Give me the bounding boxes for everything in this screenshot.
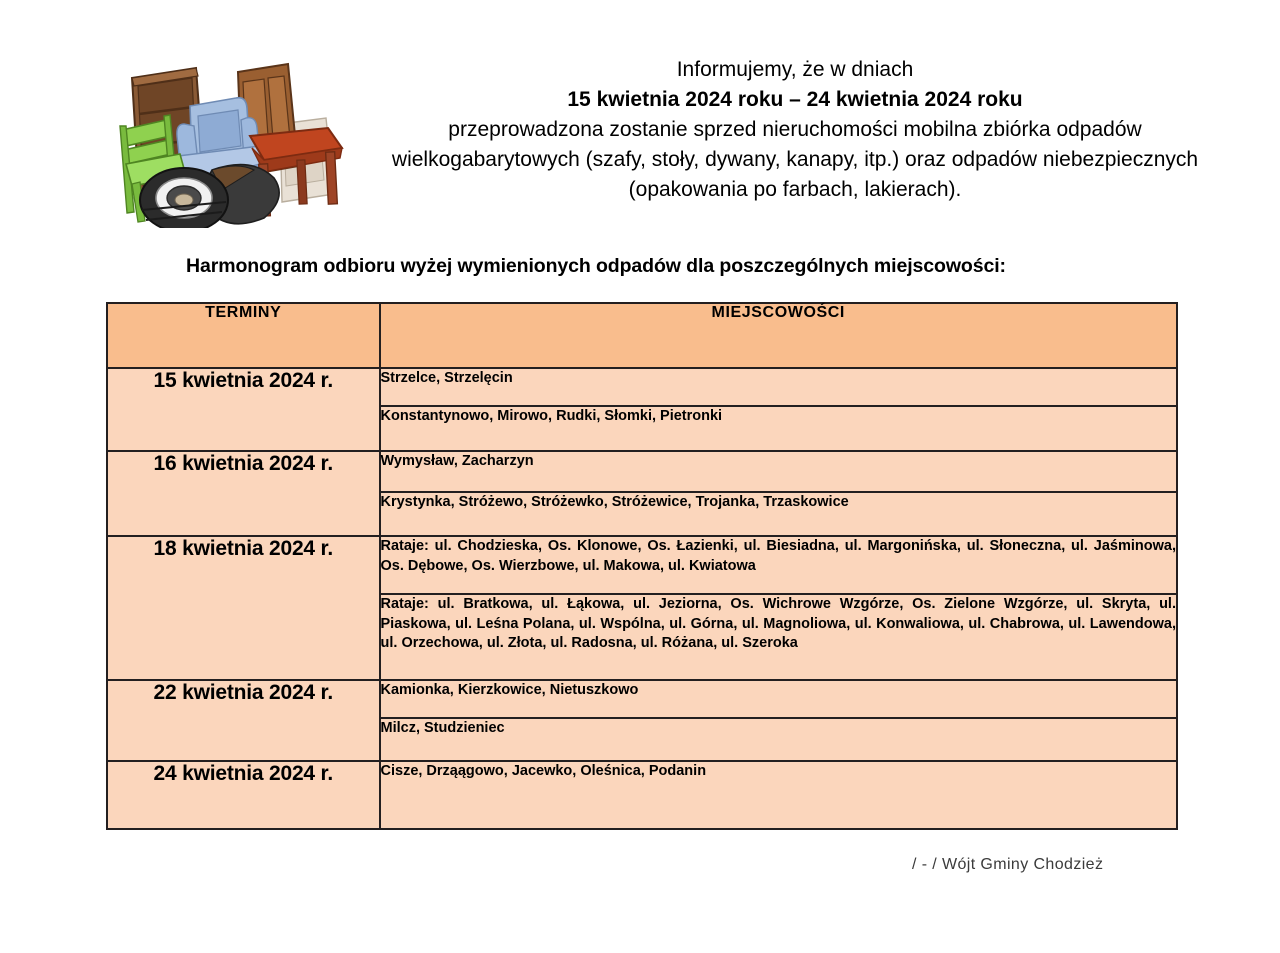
schedule-heading: Harmonogram odbioru wyżej wymienionych odpadów dla poszczególnych miejscowości: bbox=[186, 255, 1006, 277]
notice-line-2-dates: 15 kwietnia 2024 roku – 24 kwietnia 2024 roku bbox=[567, 88, 1023, 111]
locality-cell: Cisze, Drząągowo, Jacewko, Oleśnica, Podanin bbox=[380, 761, 1178, 829]
locality-cell: Kamionka, Kierzkowice, Nietuszkowo bbox=[380, 680, 1178, 718]
date-cell: 16 kwietnia 2024 r. bbox=[107, 451, 380, 536]
schedule-table bbox=[106, 302, 1178, 830]
bulky-waste-clipart bbox=[112, 52, 344, 228]
notice-line-5: (opakowania po farbach, lakierach). bbox=[628, 178, 962, 201]
notice-line-3: przeprowadzona zostanie sprzed nieruchomości mobilna zbiórka odpadów bbox=[448, 118, 1142, 141]
notice-line-4: wielkogabarytowych (szafy, stoły, dywany, kanapy, itp.) oraz odpadów niebezpiecznych bbox=[391, 148, 1199, 171]
column-header-miejscowosci: MIEJSCOWOŚCI bbox=[380, 303, 1178, 368]
table-row bbox=[107, 536, 1177, 594]
table-row bbox=[107, 451, 1177, 492]
signature-line: / - / Wójt Gminy Chodzież bbox=[912, 856, 1104, 873]
table-row bbox=[107, 761, 1177, 829]
date-cell: 22 kwietnia 2024 r. bbox=[107, 680, 380, 761]
locality-cell: Krystynka, Stróżewo, Stróżewko, Stróżewice, Trojanka, Trzaskowice bbox=[380, 492, 1178, 536]
document-header bbox=[0, 0, 1280, 240]
schedule-table-container bbox=[106, 302, 1178, 830]
notice-line-1: Informujemy, że w dniach bbox=[676, 58, 914, 81]
tire-shape bbox=[140, 168, 228, 228]
table-row bbox=[107, 368, 1177, 406]
locality-cell: Wymysław, Zacharzyn bbox=[380, 451, 1178, 492]
locality-cell: Rataje: ul. Bratkowa, ul. Łąkowa, ul. Jeziorna, Os. Wichrowe Wzgórze, Os. Zielone Wzgórze, ul. Skryta, ul. Piaskowa, ul. Leśna Polana, ul. Wspólna, ul. Górna, ul. Magnoliowa, ul. Konwaliowa, ul. Chabrowa, ul. Lawendowa, ul. Orzechowa, ul. Złota, ul. Radosna, ul. Różana, ul. Szeroka bbox=[380, 594, 1178, 680]
date-cell: 18 kwietnia 2024 r. bbox=[107, 536, 380, 680]
table-row bbox=[107, 680, 1177, 718]
locality-cell: Konstantynowo, Mirowo, Rudki, Słomki, Pietronki bbox=[380, 406, 1178, 451]
column-header-terminy: TERMINY bbox=[107, 303, 380, 368]
date-cell: 24 kwietnia 2024 r. bbox=[107, 761, 380, 829]
date-cell: 15 kwietnia 2024 r. bbox=[107, 368, 380, 451]
locality-cell: Rataje: ul. Chodzieska, Os. Klonowe, Os. Łazienki, ul. Biesiadna, ul. Margonińska, ul. Słoneczna, ul. Jaśminowa, Os. Dębowe, Os. Wierzbowe, ul. Makowa, ul. Kwiatowa bbox=[380, 536, 1178, 594]
locality-cell: Strzelce, Strzelęcin bbox=[380, 368, 1178, 406]
locality-cell: Milcz, Studzieniec bbox=[380, 718, 1178, 761]
table-header-row bbox=[107, 303, 1177, 368]
notice-text bbox=[360, 55, 1230, 205]
